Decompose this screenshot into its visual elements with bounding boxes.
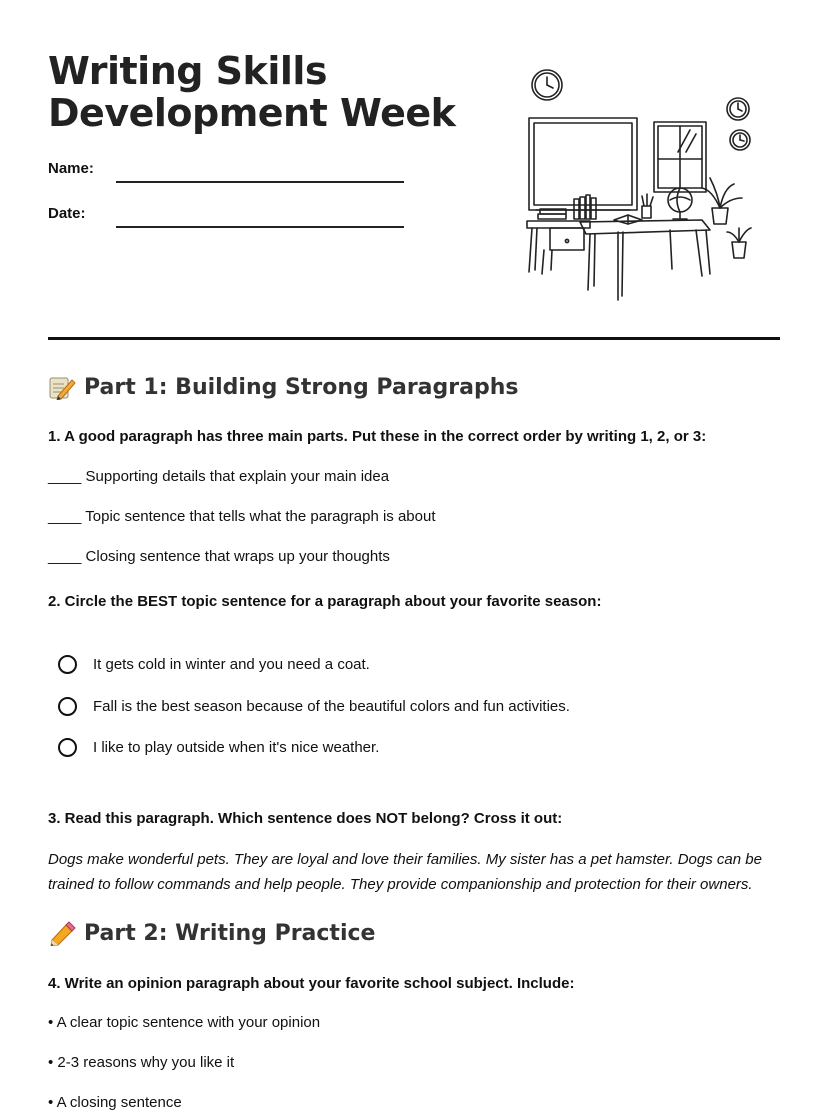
part1-heading <box>48 374 518 400</box>
memo-icon <box>48 374 76 400</box>
q1-item-closing-sentence[interactable]: ____ Closing sentence that wraps up your thoughts <box>48 548 390 565</box>
question-1-prompt: 1. A good paragraph has three main parts. Put these in the correct order by writing 1, 2, or 3: <box>48 428 707 445</box>
header-divider <box>48 337 780 340</box>
q2-option-1[interactable] <box>58 655 370 674</box>
part2-heading <box>48 920 375 946</box>
q2-option-1-text: It gets cold in winter and you need a coat. <box>93 656 370 673</box>
q4-bullet-reasons: • 2-3 reasons why you like it <box>48 1054 235 1071</box>
question-4-prompt: 4. Write an opinion paragraph about your favorite school subject. Include: <box>48 975 575 992</box>
date-label: Date: <box>48 205 86 222</box>
part2-heading-text: Part 2: Writing Practice <box>84 920 376 946</box>
radio-circle[interactable] <box>58 655 77 674</box>
q1-item-topic-sentence[interactable]: ____ Topic sentence that tells what the paragraph is about <box>48 508 436 525</box>
question-2-prompt: 2. Circle the BEST topic sentence for a paragraph about your favorite season: <box>48 593 602 610</box>
part1-heading-text: Part 1: Building Strong Paragraphs <box>84 374 519 400</box>
date-write-line[interactable] <box>116 226 404 228</box>
q1-item-supporting-details[interactable]: ____ Supporting details that explain your main idea <box>48 468 390 485</box>
q3-paragraph[interactable]: Dogs make wonderful pets. They are loyal and love their families. My sister has a pet hamster. Dogs can be trained to follow commands and help people. They provide companionship and protection for their owners. <box>48 851 762 893</box>
radio-circle[interactable] <box>58 697 77 716</box>
name-label: Name: <box>48 160 94 177</box>
question-3-prompt: 3. Read this paragraph. Which sentence does NOT belong? Cross it out: <box>48 810 563 827</box>
q2-option-3-text: I like to play outside when it's nice weather. <box>93 739 380 756</box>
name-write-line[interactable] <box>116 181 404 183</box>
q4-bullet-closing: • A closing sentence <box>48 1094 182 1111</box>
pencil-icon <box>48 920 76 946</box>
worksheet-title <box>48 50 455 134</box>
radio-circle[interactable] <box>58 738 77 757</box>
title-line-2: Development Week <box>48 91 456 135</box>
q4-bullet-topic-sentence: • A clear topic sentence with your opinion <box>48 1014 321 1031</box>
title-line-1: Writing Skills <box>48 49 328 93</box>
classroom-desk-illustration <box>520 64 760 304</box>
q2-option-2-text: Fall is the best season because of the beautiful colors and fun activities. <box>93 698 570 715</box>
q2-option-3[interactable] <box>58 738 379 757</box>
q2-option-2[interactable] <box>58 697 570 716</box>
